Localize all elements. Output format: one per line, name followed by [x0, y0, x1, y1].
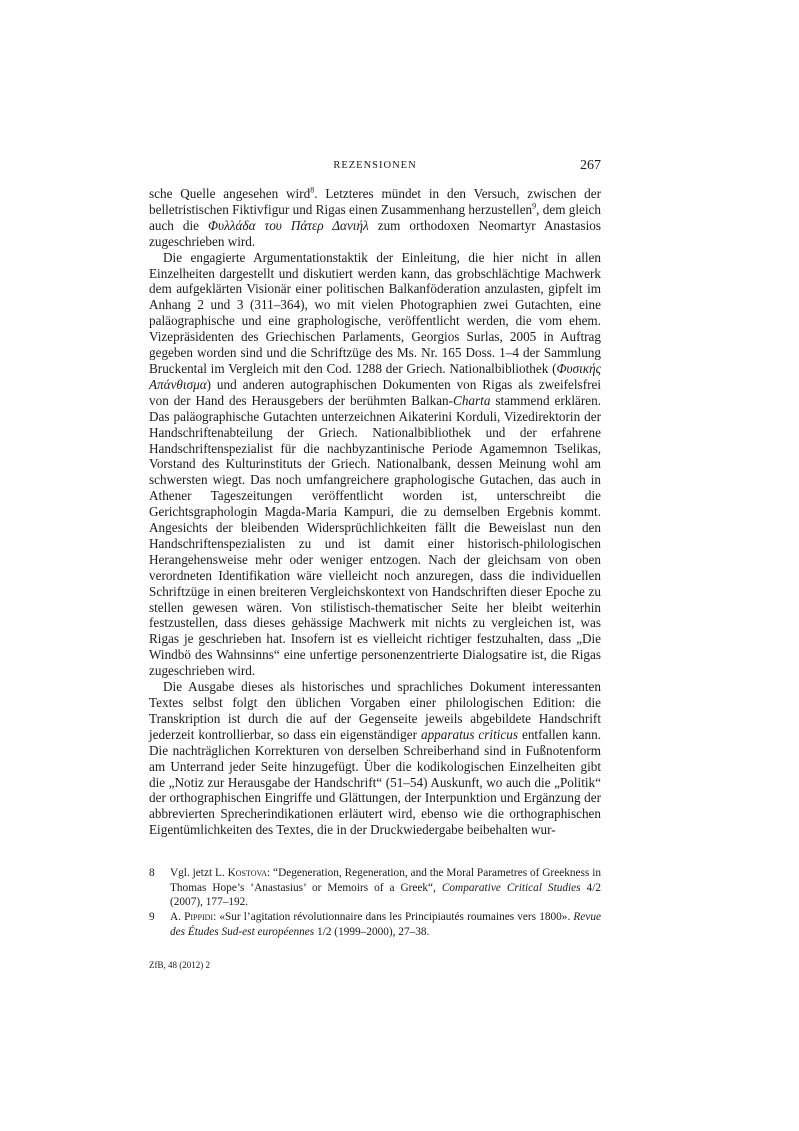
author-name: Kostova: [227, 867, 268, 880]
text-run: 1/2 (1999–2000), 27–38.: [314, 925, 430, 938]
footnote: [149, 866, 601, 909]
author-name: Pippidi: [184, 911, 214, 924]
running-head: REZENSIONEN: [333, 160, 417, 171]
italic-text: Charta: [453, 392, 491, 408]
italic-text: apparatus criticus: [420, 726, 518, 742]
page-number: 267: [580, 158, 601, 173]
text-run: stammend erklären. Das paläographische Gutachten unterzeichnen Aikaterini Korduli, Vizedirektorin der Handschriftenabteilung der Griech. Nationalbibliothek und der erfahrene Handschriftenspezialist für die nachbyzantinische Periode Agamemnon Tselikas, Vorstand des Kulturinstituts der Griech. Nationalbank, dessen Meinung wohl am schwersten wiegt. Das noch umfangreichere graphologische Gutachen, das auch in Athener Tageszeitungen veröffentlicht worden ist, unterschreibt die Gerichtsgraphologin Magda-Maria Kampuri, die zu demselben Ergebnis kommt. Angesichts der bleibenden Widersprüchlichkeiten fällt die Beweislast nun den Handschriftenspezialisten zu und ist damit einer historisch-philologischen Herangehensweise mehr oder weniger entzogen. Nach der gleichsam von oben verordneten Identifikation wäre vielleicht noch anzuregen, dass die individuellen Schriftzüge in einen breiteren Vergleichskontext von Handschriften dieser Epoche zu stellen gewesen wären. Von stilistisch-thematischer Seite her bleibt weiterhin festzustellen, dass dieses gehässige Machwerk mit nichts zu vergleichen ist, was Rigas je geschrieben hat. Insofern ist es vielleicht richtiger festzuhalten, dass „Die Windbö des Wahnsinns“ eine unfertige personenzentrierte Dialogsatire ist, die Rigas zugeschrieben wird.: [149, 392, 601, 679]
footnote: [149, 910, 601, 939]
text-run: Die engagierte Argumentationstaktik der Einleitung, die hier nicht in allen Einzelheiten dargestellt und diskutiert werden kann, das grobschlächtige Machwerk dem aufgeklärten Visionär einer politischen Balkanföderation anzulasten, gipfelt im Anhang 2 und 3 (311–364), wo mit vielen Photographien zwei Gutachten, eine paläographische und eine graphologische, veröffentlicht werden, die vom ehem. Vizepräsidenten des Griechischen Parlaments, Georgios Surlas, 2005 in Auftrag gegeben worden sind und die Schriftzüge des Ms. Nr. 165 Doss. 1–4 der Sammlung Bruckental im Vergleich mit den Cod. 1288 der Griech. Nationalbibliothek (: [149, 249, 601, 376]
page-header: [149, 158, 601, 180]
text-run: sche Quelle angesehen wird: [149, 186, 311, 201]
footnote-text: [170, 911, 601, 937]
italic-text: Revue des Études Sud-est européennes: [170, 911, 601, 938]
footnote-reference: 9: [532, 201, 537, 211]
italic-text: Φυλλάδα του Πάτερ Δανιήλ: [208, 217, 369, 233]
footnote-text: [170, 867, 601, 908]
text-run: : “Degeneration, Regeneration, and the Moral Parametres of Greekness in Thomas Hope’s ‘Anastasius’ or Memoirs of a Greek“,: [170, 867, 601, 894]
text-run: entfallen kann. Die nachträglichen Korrekturen von derselben Schreiberhand sind in Fußnotenform am Unterrand jeder Seite hinzugefügt. Über die kodikologischen Einzelheiten gibt die „Notiz zur Herausgabe der Handschrift“ (51–54) Auskunft, wo auch die „Politik“ der orthographischen Eingriffe und Glättungen, der Interpunktion und Ergänzung der abbrevierten Sprecherindikationen erläutert wird, ebenso wie die orthographischen Eigentümlichkeiten des Textes, die in der Druckwiedergabe beibehalten wur-: [149, 726, 602, 838]
text-run: A.: [170, 911, 185, 924]
footnote-reference: 8: [310, 185, 315, 195]
footnote-number: 9: [149, 911, 155, 924]
italic-text: Comparative Critical Studies: [441, 881, 581, 894]
text-run: Vgl. jetzt L.: [170, 867, 228, 880]
paragraph: [149, 250, 601, 679]
text-run: zum orthodoxen Neomartyr Anastasios zugeschrieben wird.: [149, 217, 601, 249]
italic-text: Φυσικής Απάνθισμα: [149, 360, 601, 392]
footnotes: [149, 866, 601, 939]
text-run: , dem gleich auch die: [149, 201, 601, 233]
text-run: 4/2 (2007), 177–192.: [170, 881, 601, 908]
text-run: : «Sur l’agitation révolutionnaire dans les Principiautés roumaines vers 1800».: [213, 911, 574, 924]
text-run: ) und anderen autographischen Dokumenten von Rigas als zweifelsfrei von der Hand des Herausgebers der berühmten Balkan-: [149, 376, 601, 408]
footnote-number: 8: [149, 867, 155, 880]
text-run: . Letzteres mündet in den Versuch, zwischen der belletristischen Fiktivfigur und Rigas einen Zusammenhang herzustellen: [149, 186, 601, 217]
page: [149, 158, 601, 970]
body-text: [149, 186, 601, 838]
text-run: Die Ausgabe dieses als historisches und sprachliches Dokument interessanten Textes selbst folgt den üblichen Vorgaben einer philologischen Edition: die Transkription ist durch die auf der Gegenseite jeweils abgebildete Handschrift jederzeit kontrollierbar, so dass ein eigenständiger: [149, 679, 601, 742]
journal-reference: ZfB, 48 (2012) 2: [149, 960, 210, 971]
paragraph: [149, 679, 601, 838]
paragraph: [149, 186, 601, 250]
